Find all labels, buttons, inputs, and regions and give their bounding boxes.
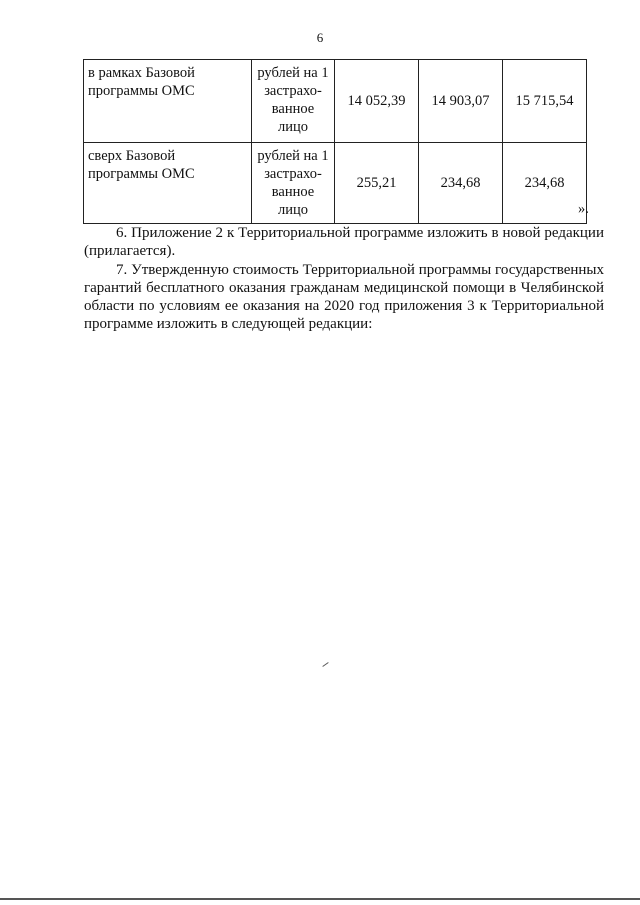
row-label (84, 60, 252, 143)
table-row (84, 60, 587, 143)
unit-line: застрахо- (264, 83, 322, 99)
row-label-line: программы ОМС (88, 166, 195, 182)
unit-line: ванное (271, 184, 315, 200)
unit-cell (252, 143, 335, 224)
value-cell: 14 052,39 (335, 60, 419, 143)
unit-cell (252, 60, 335, 143)
closing-quote: ». (578, 201, 589, 217)
value-cell: 14 903,07 (419, 60, 503, 143)
value-cell: 234,68 (503, 143, 587, 224)
unit-line: рублей на 1 (257, 148, 329, 164)
scan-mark (322, 662, 328, 667)
unit-line: ванное (271, 101, 315, 117)
unit-line: лицо (277, 202, 308, 218)
page-number: 6 (316, 30, 324, 45)
row-label-line: программы ОМС (88, 83, 195, 99)
paragraph-7-text: 7. Утвержденную стоимость Территориальной программы государственных гарантий бесплатного оказания гражданам медицинской помощи в Челябинской области по условиям ее оказания на 2020 год приложения 3 к Территориальной программе изложить в следующей редакции: (84, 262, 604, 332)
unit-line: рублей на 1 (257, 65, 329, 81)
row-label-line: сверх Базовой (88, 148, 176, 164)
paragraph-6 (84, 224, 604, 260)
table-row (84, 143, 587, 224)
row-label (84, 143, 252, 224)
paragraph-7 (84, 261, 604, 333)
value-cell: 255,21 (335, 143, 419, 224)
bottom-edge-line (0, 898, 640, 900)
paragraph-6-text: 6. Приложение 2 к Территориальной программе изложить в новой редакции (прилагается). (84, 225, 604, 259)
unit-line: застрахо- (264, 166, 322, 182)
cost-table (83, 59, 587, 224)
row-label-line: в рамках Базовой (88, 65, 195, 81)
unit-line: лицо (277, 119, 308, 135)
value-cell: 234,68 (419, 143, 503, 224)
value-cell: 15 715,54 (503, 60, 587, 143)
